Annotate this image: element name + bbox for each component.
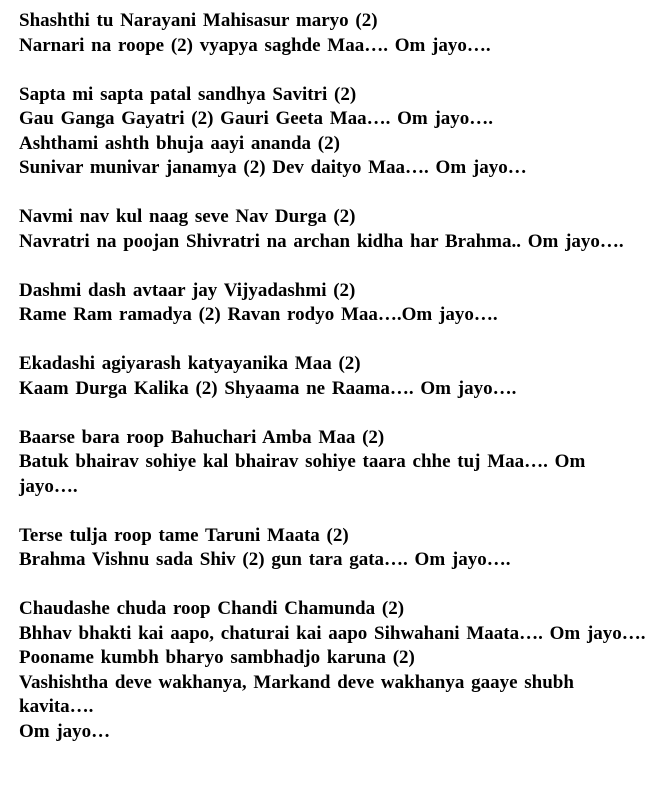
lyric-line: Kaam Durga Kalika (2) Shyaama ne Raama…. Om jayo….: [19, 377, 517, 399]
stanza-6: [19, 426, 649, 500]
lyric-line: Rame Ram ramadya (2) Ravan rodyo Maa….Om jayo….: [19, 304, 498, 325]
stanza-7: [19, 524, 649, 573]
lyric-line: Sapta mi sapta patal sandhya Savitri (2): [19, 83, 357, 105]
lyric-line: Pooname kumbh bharyo sambhadjo karuna (2): [19, 647, 415, 668]
lyric-line: Vashishtha deve wakhanya, Markand deve wakhanya gaaye shubh kavita….: [19, 671, 574, 717]
stanza-2: [19, 83, 649, 181]
lyric-line: Bhhav bhakti kai aapo, chaturai kai aapo Sihwahani Maata…. Om jayo….: [19, 622, 646, 644]
lyric-line: Navratri na poojan Shivratri na archan kidha har Brahma.. Om jayo….: [19, 230, 624, 252]
stanza-3: [19, 205, 649, 254]
lyric-line: Narnari na roope (2) vyapya saghde Maa…. Om jayo….: [19, 34, 491, 56]
lyric-line: Sunivar munivar janamya (2) Dev daityo Maa…. Om jayo…: [19, 157, 527, 178]
lyric-line: Om jayo…: [19, 720, 111, 742]
lyric-line: Chaudashe chuda roop Chandi Chamunda (2): [19, 598, 405, 619]
lyric-line: Shashthi tu Narayani Mahisasur maryo (2): [19, 10, 378, 31]
lyric-line: Baarse bara roop Bahuchari Amba Maa (2): [19, 426, 385, 448]
stanza-4: [19, 279, 649, 328]
lyric-line: Brahma Vishnu sada Shiv (2) gun tara gata…. Om jayo….: [19, 549, 511, 570]
lyric-line: Navmi nav kul naag seve Nav Durga (2): [19, 206, 356, 227]
stanza-5: [19, 352, 649, 401]
lyrics-document: [19, 9, 649, 744]
stanza-1: [19, 9, 649, 58]
stanza-8: [19, 597, 649, 744]
lyric-line: Ekadashi agiyarash katyayanika Maa (2): [19, 353, 361, 374]
lyric-line: Dashmi dash avtaar jay Vijyadashmi (2): [19, 279, 356, 301]
lyric-line: Terse tulja roop tame Taruni Maata (2): [19, 524, 349, 546]
lyric-line: Batuk bhairav sohiye kal bhairav sohiye taara chhe tuj Maa…. Om jayo….: [19, 451, 586, 497]
lyric-line: Gau Ganga Gayatri (2) Gauri Geeta Maa…. Om jayo….: [19, 108, 494, 129]
lyric-line: Ashthami ashth bhuja aayi ananda (2): [19, 132, 340, 154]
